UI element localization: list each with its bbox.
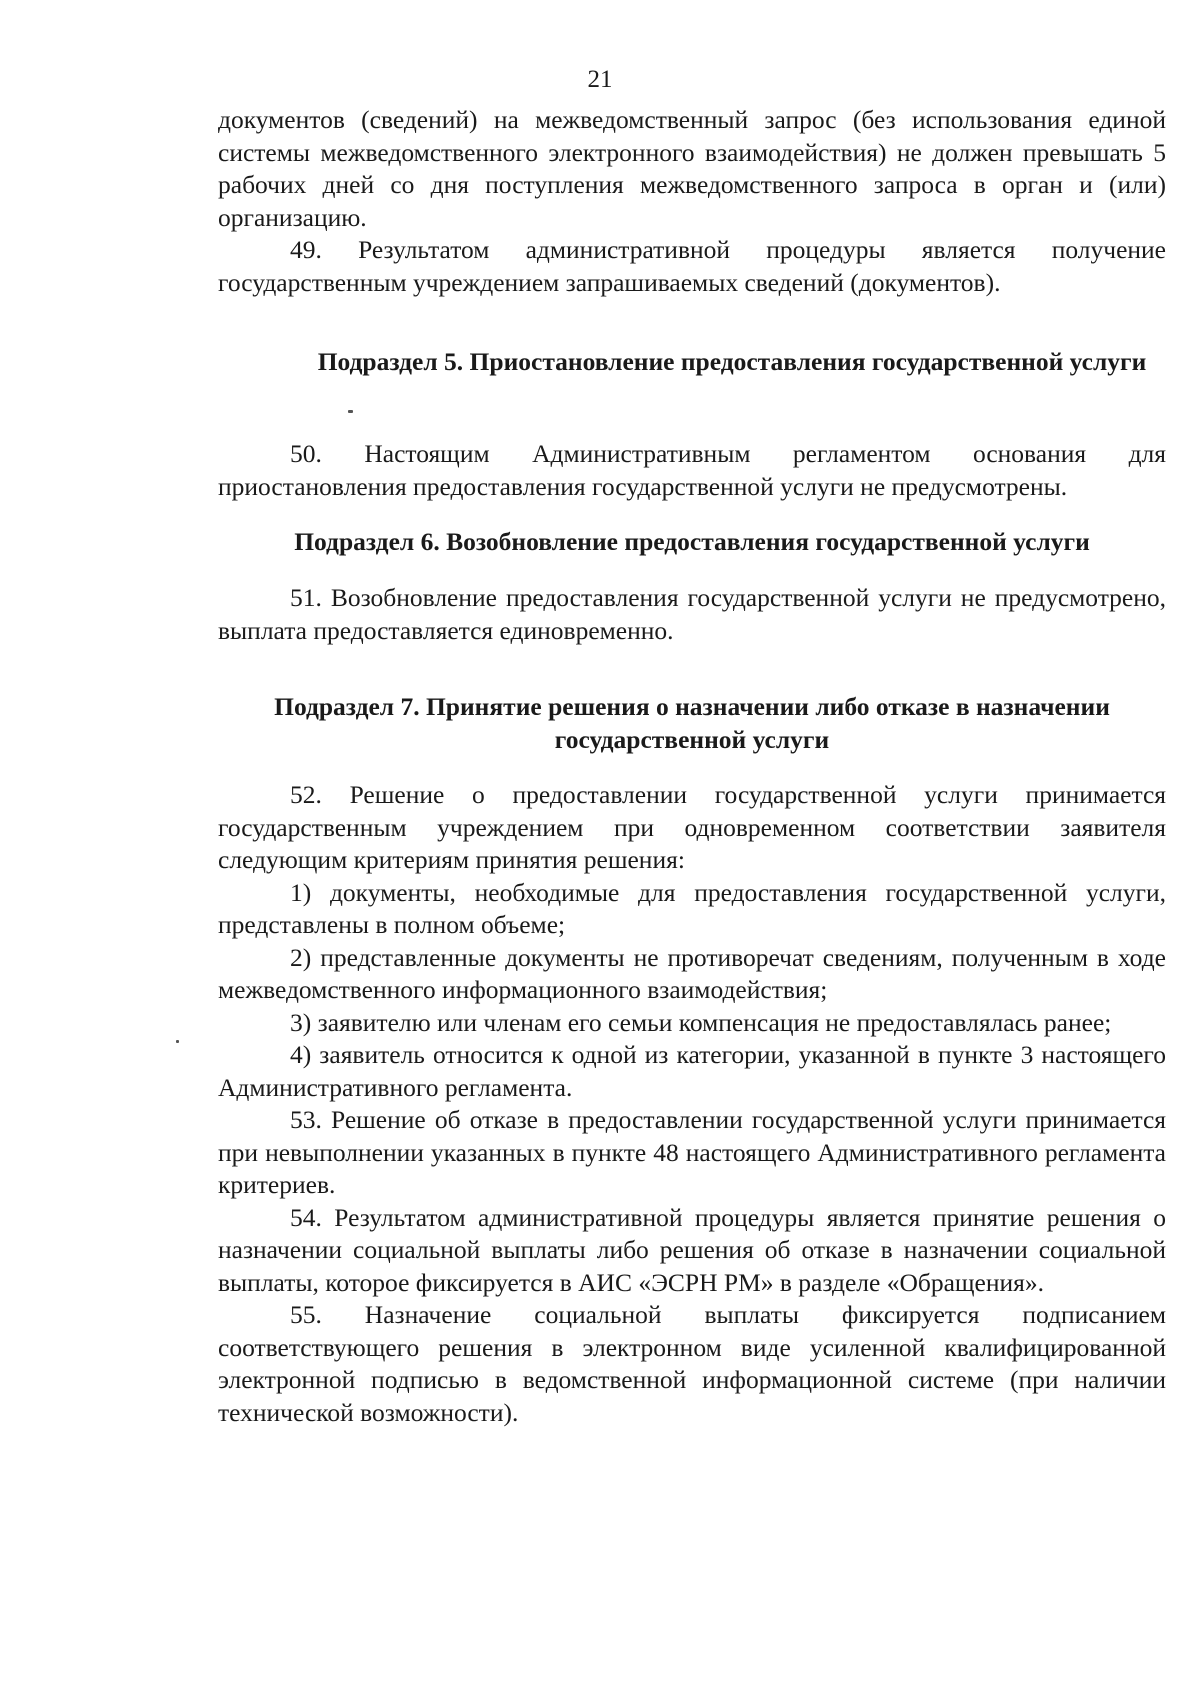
paragraph-50: 50. Настоящим Административным регламентом основания для приостановления предоставления государственной услуги не предусмотрены. — [218, 439, 1166, 501]
subsection-6-heading: Подраздел 6. Возобновление предоставления государственной услуги — [294, 527, 1090, 556]
paragraph-53: 53. Решение об отказе в предоставлении государственной услуги принимается при невыполнении указанных в пункте 48 настоящего Административного регламента критериев. — [218, 1105, 1166, 1199]
top-block — [218, 104, 1166, 299]
subsection-5-body — [218, 438, 1166, 503]
subsection-7-heading: Подраздел 7. Принятие решения о назначении либо отказе в назначении государственной услуги — [274, 692, 1110, 754]
paragraph-54: 54. Результатом административной процедуры является принятие решения о назначении социальной выплаты либо решения об отказе в назначении социальной выплаты, которое фиксируется в АИС «ЭСРН РМ» в разделе «Обращения». — [218, 1202, 1166, 1297]
subsection-6-body — [218, 582, 1166, 647]
criterion-item-3: 3) заявителю или членам его семьи компенсация не предоставлялась ранее; — [290, 1007, 1112, 1037]
scan-speck — [348, 410, 353, 413]
subsection-5 — [218, 345, 1166, 378]
paragraph-49: 49. Результатом административной процедуры является получение государственным учреждением запрашиваемых сведений (документов). — [218, 235, 1166, 297]
scan-speck — [176, 1040, 179, 1043]
paragraph-55: 55. Назначение социальной выплаты фиксируется подписанием соответствующего решения в электронном виде усиленной квалифицированной электронной подписью в ведомственной информационной системе (при наличии технической возможности). — [218, 1300, 1166, 1427]
page-number: 21 — [587, 66, 613, 93]
subsection-7-body — [218, 779, 1166, 1429]
subsection-5-heading: Подраздел 5. Приостановление предоставления государственной услуги — [317, 347, 1147, 376]
subsection-7 — [218, 690, 1166, 756]
criterion-item-1: 1) документы, необходимые для предоставления государственной услуги, представлены в полном объеме; — [218, 877, 1166, 939]
continuation-paragraph: документов (сведений) на межведомственный запрос (без использования единой системы межведомственного электронного взаимодействия) не должен превышать 5 рабочих дней со дня поступления межведомственного запроса в орган и (или) организацию. — [218, 105, 1166, 232]
paragraph-52: 52. Решение о предоставлении государственной услуги принимается государственным учреждением при одновременном соответствии заявителя следующим критериям принятия решения: — [218, 780, 1166, 874]
subsection-6 — [218, 525, 1166, 558]
paragraph-51: 51. Возобновление предоставления государственной услуги не предусмотрено, выплата предоставляется единовременно. — [218, 583, 1166, 645]
criterion-item-4: 4) заявитель относится к одной из категории, указанной в пункте 3 настоящего Административного регламента. — [218, 1040, 1166, 1102]
criterion-item-2: 2) представленные документы не противоречат сведениям, полученным в ходе межведомственного информационного взаимодействия; — [218, 942, 1166, 1004]
